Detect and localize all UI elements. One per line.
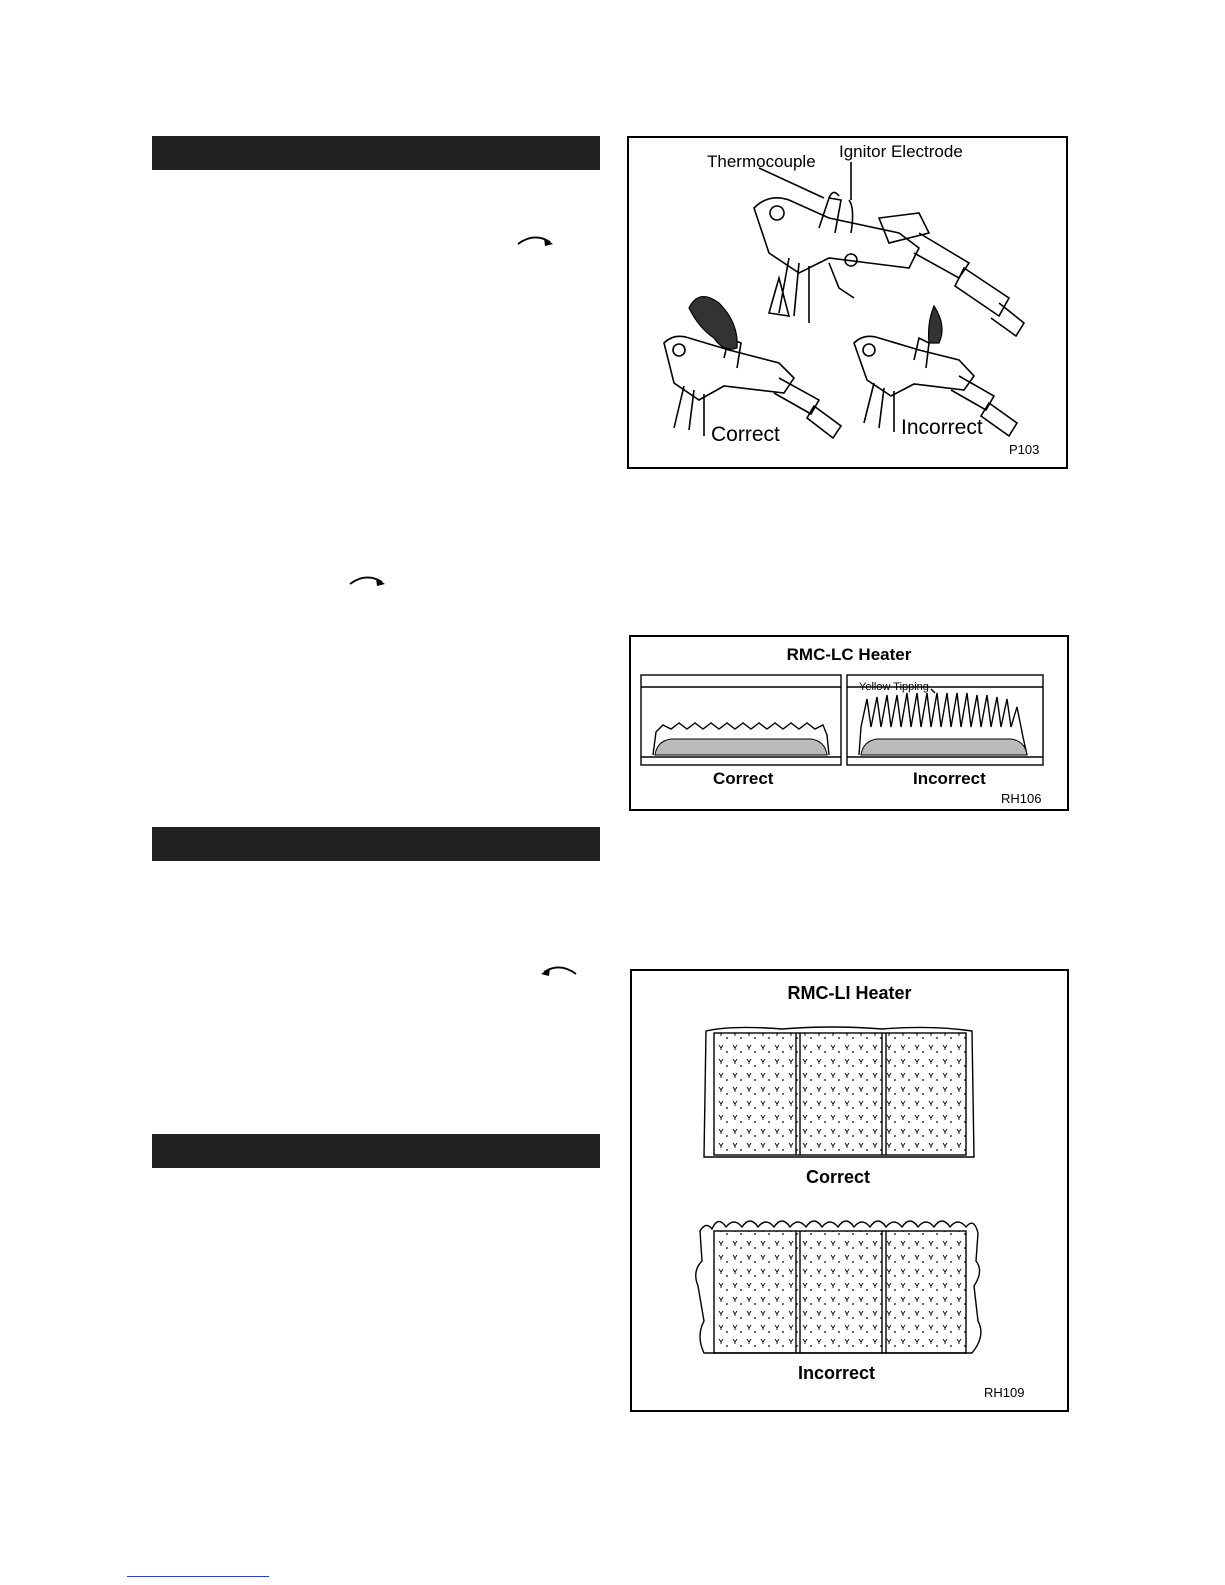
figure-title: RMC-LI Heater bbox=[787, 983, 912, 1003]
yellow-tipping-label: Yellow Tipping bbox=[859, 681, 929, 693]
thermocouple-label: Thermocouple bbox=[707, 152, 816, 171]
counterclockwise-arrow-icon bbox=[538, 962, 578, 982]
figure-code: RH109 bbox=[984, 1385, 1025, 1400]
correct-label: Correct bbox=[711, 423, 780, 446]
ignitor-electrode-label: Ignitor Electrode bbox=[839, 142, 963, 161]
section-header-bar-2 bbox=[152, 827, 600, 861]
pilot-assembly-drawing bbox=[629, 138, 1066, 467]
rmc-lc-heater-figure bbox=[629, 635, 1069, 811]
figure-code: RH106 bbox=[1001, 791, 1042, 806]
incorrect-label: Incorrect bbox=[901, 416, 983, 439]
burner-comparison-drawing bbox=[631, 637, 1067, 809]
footer-link-underline bbox=[127, 1576, 269, 1577]
figure-code: P103 bbox=[1009, 442, 1040, 457]
incorrect-label: Incorrect bbox=[798, 1363, 876, 1383]
clockwise-arrow-icon bbox=[348, 572, 388, 592]
incorrect-label: Incorrect bbox=[913, 769, 986, 788]
pilot-flame-figure bbox=[627, 136, 1068, 469]
correct-label: Correct bbox=[713, 769, 774, 788]
burner-panel-drawing bbox=[632, 971, 1067, 1410]
clockwise-arrow-icon bbox=[516, 232, 556, 252]
section-header-bar-3 bbox=[152, 1134, 600, 1168]
rmc-li-heater-figure bbox=[630, 969, 1069, 1412]
correct-label: Correct bbox=[806, 1167, 871, 1187]
figure-title: RMC-LC Heater bbox=[786, 645, 912, 664]
section-header-bar-1 bbox=[152, 136, 600, 170]
